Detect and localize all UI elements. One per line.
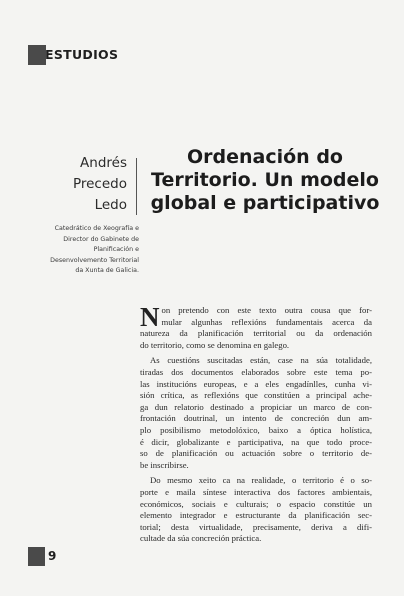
author-line: Precedo	[72, 176, 127, 192]
page-number: 9	[48, 549, 57, 563]
body-line: plo posibilismo metodolóxico, baixo a óptica holística,	[140, 424, 372, 435]
body-line: be inscribirse.	[140, 459, 189, 470]
body-line: é dicir, globalizante e participativa, na que todo proce-	[140, 436, 372, 447]
article-body	[140, 302, 372, 545]
body-line: Do mesmo xeito ca na realidade, o territorio é o so-	[150, 475, 372, 486]
body-line: económicos, sociais e culturais; o espacio constitúe un	[140, 498, 372, 509]
affiliation-line: Director do Gabinete de	[63, 235, 139, 243]
body-line: mular algunhas reflexións fundamentais acerca da	[161, 316, 372, 327]
author-name	[17, 153, 127, 216]
body-line: natureza da planificación territorial ou da ordenación	[140, 328, 372, 339]
body-line: ga dun relatorio destinado a propiciar un marco de con-	[140, 401, 372, 412]
body-line: tiradas dos documentos elaborados sobre este tema po-	[140, 366, 372, 377]
affiliation-line: Planificación e	[93, 246, 139, 253]
title-line: Ordenación do	[187, 146, 343, 168]
body-line: so de planificación ou actuación sobre o territorio de-	[140, 448, 372, 459]
paragraph-1	[140, 302, 372, 351]
title-divider	[136, 158, 137, 215]
affiliation-line: da Xunta de Galicia.	[75, 267, 139, 274]
page-marker-block	[28, 547, 45, 566]
article-title	[150, 146, 380, 215]
affiliation-line: Catedrático de Xeografía e	[54, 225, 139, 232]
body-line: las institucións europeas, e a eles engadínlles, cunha vi-	[140, 378, 372, 389]
body-line: elemento integrador e estructurante da planificación sec-	[140, 510, 372, 521]
body-line: porte e maila síntese interactiva dos factores ambientais,	[140, 486, 372, 497]
author-line: Ledo	[94, 197, 127, 213]
body-line: do territorio, como se denomina en galego.	[140, 339, 290, 350]
title-line: global e participativo	[150, 192, 380, 214]
paragraph-3	[140, 475, 372, 545]
author-affiliation	[4, 224, 139, 277]
paragraph-2	[140, 355, 372, 471]
body-line: torial; desta virtualidade, precisamente, deriva a difi-	[140, 521, 372, 532]
drop-cap: N	[140, 302, 160, 332]
body-line: As cuestións suscitadas están, case na súa totalidade,	[150, 355, 372, 366]
body-line: sión crítica, as reflexións que constitúen a principal ache-	[140, 390, 372, 401]
section-label: ESTUDIOS	[45, 47, 119, 62]
body-line: on pretendo con este texto outra cousa que for-	[161, 305, 372, 315]
section-marker-block	[28, 45, 46, 65]
body-line: cultade da súa concreción práctica.	[140, 533, 262, 544]
body-line: frontación doutrinal, un intento de concreción dun am-	[140, 413, 372, 424]
title-line: Territorio. Un modelo	[151, 169, 379, 191]
author-line: Andrés	[80, 155, 127, 171]
affiliation-line: Desenvolvemento Territorial	[50, 256, 139, 264]
